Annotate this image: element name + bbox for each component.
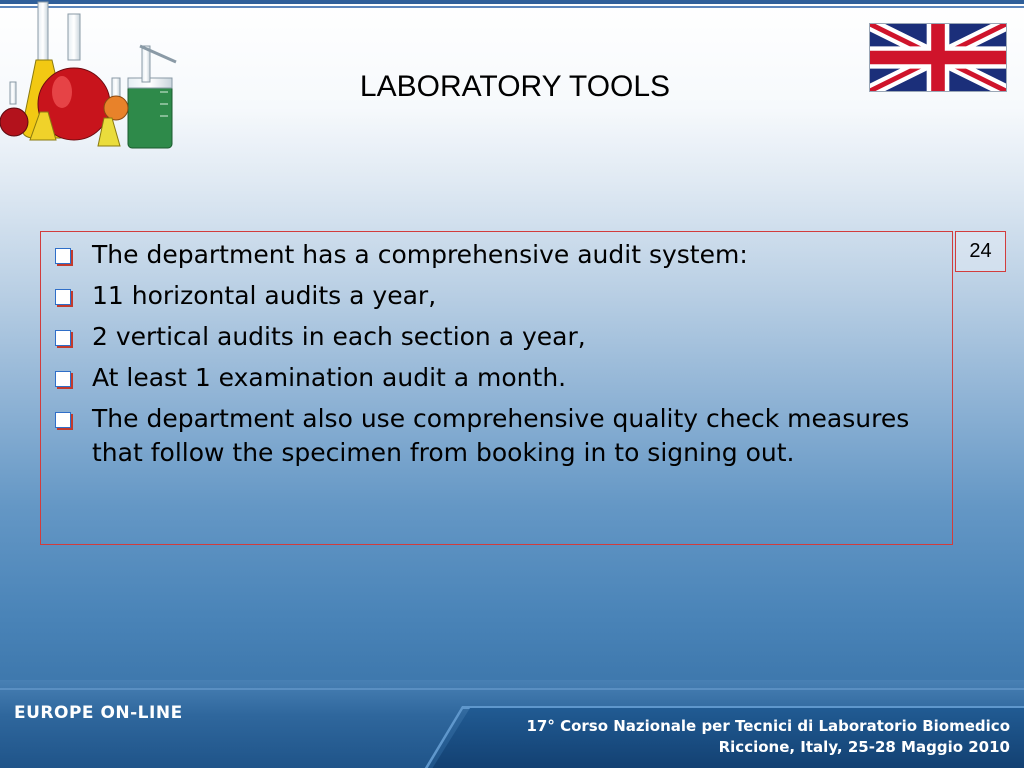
footer-divider: [0, 688, 1024, 690]
page-number: 24: [955, 231, 1006, 272]
list-item-text: The department has a comprehensive audit system:: [92, 240, 748, 269]
list-item-text: 11 horizontal audits a year,: [92, 281, 437, 310]
checkbox-bullet-icon: [55, 412, 71, 428]
slide-title: LABORATORY TOOLS: [359, 70, 671, 103]
footer-course-location: Riccione, Italy, 25-28 Maggio 2010: [718, 738, 1010, 756]
list-item: [53, 238, 938, 272]
list-item: [53, 361, 938, 395]
checkbox-bullet-icon: [55, 330, 71, 346]
footer-course-title: 17° Corso Nazionale per Tecnici di Laboratorio Biomedico: [526, 717, 1010, 735]
list-item-text: 2 vertical audits in each section a year,: [92, 322, 586, 351]
footer-europe-online: EUROPE ON-LINE: [14, 703, 183, 723]
checkbox-bullet-icon: [55, 248, 71, 264]
checkbox-bullet-icon: [55, 289, 71, 305]
list-item: [53, 402, 938, 470]
footer-course-info: [526, 716, 1010, 758]
list-item: [53, 320, 938, 354]
bullet-list-box: [40, 231, 953, 545]
list-item: [53, 279, 938, 313]
list-item-text: The department also use comprehensive quality check measures that follow the specimen from booking in to signing out.: [92, 404, 910, 467]
list-item-text: At least 1 examination audit a month.: [92, 363, 567, 392]
checkbox-bullet-icon: [55, 371, 71, 387]
